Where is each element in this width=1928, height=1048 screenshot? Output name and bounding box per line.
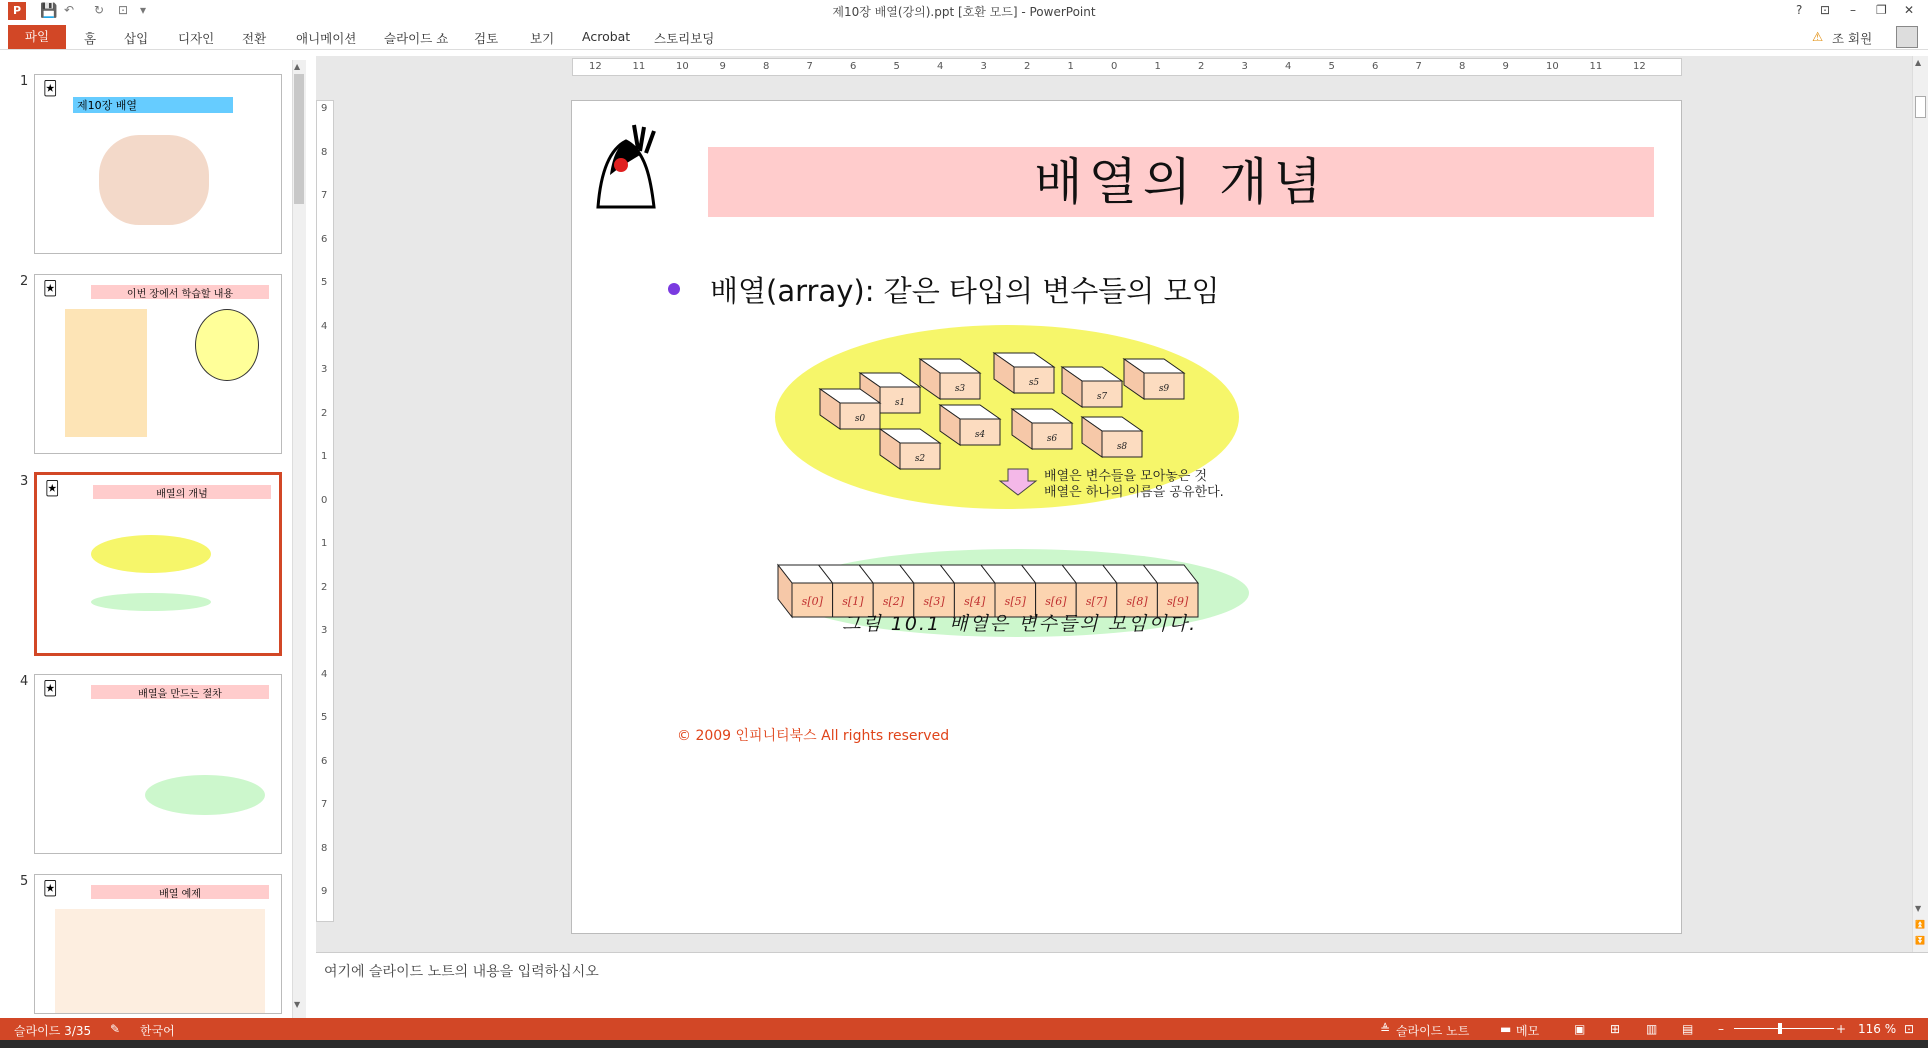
ruler-tick-label: 9 [1502, 61, 1509, 72]
tab-insert[interactable]: 삽입 [124, 31, 149, 46]
box-label: s4 [974, 430, 986, 440]
ribbon-tabs [0, 24, 1928, 50]
box-label: s6 [1046, 434, 1058, 444]
ruler-tick-label: 1 [321, 538, 328, 549]
code-box [55, 909, 265, 1013]
ruler-tick-label: 12 [1633, 61, 1646, 72]
ruler-tick-label: 12 [589, 61, 602, 72]
ruler-tick-label: 9 [321, 103, 328, 114]
ruler-tick-label: 9 [321, 886, 328, 897]
tab-storyboarding[interactable]: 스토리보딩 [654, 31, 715, 46]
ruler-tick-label: 0 [1111, 61, 1118, 72]
slideshow-icon[interactable]: ▤ [1682, 1022, 1694, 1036]
ruler-tick-label: 3 [980, 61, 987, 72]
bullet-icon [668, 283, 680, 295]
tab-file[interactable]: 파일 [8, 25, 66, 49]
ruler-tick-label: 5 [1328, 61, 1335, 72]
ruler-tick-label: 10 [676, 61, 689, 72]
close-button[interactable]: ✕ [1904, 3, 1915, 17]
ruler-tick-label: 8 [321, 146, 328, 158]
minimize-button[interactable]: – [1850, 3, 1856, 17]
ruler-tick-label: 7 [321, 799, 328, 810]
next-slide-icon[interactable]: ⏬ [1915, 936, 1925, 945]
scroll-thumb[interactable] [1915, 96, 1926, 118]
thumbnail-title: 제10장 배열 [73, 97, 233, 113]
array-cell-label: s[3] [923, 595, 945, 608]
speech-bubble [195, 309, 259, 381]
duke-icon: 🃏 [43, 81, 58, 97]
ruler-tick-label: 7 [806, 61, 813, 72]
ruler-tick-label: 7 [321, 190, 328, 201]
thumbnail-title: 배열 예제 [91, 885, 269, 899]
comments-button[interactable]: 메모 [1516, 1024, 1540, 1038]
spell-check-icon[interactable]: ✎ [110, 1022, 121, 1036]
notepad-illustration [65, 309, 147, 437]
thumbnail-green-ellipse [91, 593, 211, 611]
ruler-tick-label: 1 [1154, 61, 1161, 72]
horizontal-ruler [572, 58, 1682, 76]
tab-acrobat[interactable]: Acrobat [582, 29, 631, 44]
comments-icon[interactable]: ▬ [1500, 1022, 1512, 1036]
tab-view[interactable]: 보기 [530, 31, 555, 46]
notes-button[interactable]: 슬라이드 노트 [1396, 1024, 1470, 1038]
thumbnail-title: 배열의 개념 [93, 485, 271, 499]
arrow-annotation [1044, 469, 1224, 501]
ruler-tick-label: 0 [321, 494, 328, 506]
ruler-tick-label: 2 [321, 407, 328, 419]
zoom-slider[interactable] [1734, 1028, 1834, 1029]
array-cell-label: s[0] [801, 595, 823, 608]
thumbnail-slide-1[interactable] [34, 74, 282, 254]
thumbnail-yellow-ellipse [91, 535, 211, 573]
ruler-tick-label: 4 [321, 668, 328, 680]
ruler-tick-label: 2 [321, 581, 328, 593]
box-label: s3 [954, 384, 966, 394]
ruler-tick-label: 11 [1589, 61, 1603, 72]
array-cell-label: s[9] [1167, 595, 1189, 608]
scroll-down-icon[interactable]: ▼ [294, 1000, 301, 1009]
ruler-tick-label: 2 [1198, 61, 1205, 72]
array-cell-label: s[5] [1004, 595, 1026, 608]
duke-icon: 🃏 [45, 481, 60, 497]
slide-title[interactable]: 배열의 개념 [708, 147, 1654, 217]
ruler-tick-label: 5 [321, 277, 328, 288]
array-cell-label: s[6] [1045, 595, 1067, 608]
tab-review[interactable]: 검토 [474, 31, 499, 46]
previous-slide-icon[interactable]: ⏫ [1915, 920, 1925, 929]
status-bar [0, 1018, 1928, 1040]
zoom-in-button[interactable]: + [1836, 1022, 1847, 1036]
annotation-line-2: 배열은 하나의 이름을 공유한다. [1044, 485, 1224, 500]
ruler-tick-label: 10 [1546, 61, 1559, 72]
notes-icon[interactable]: ≜ [1380, 1022, 1391, 1036]
reading-view-icon[interactable]: ▥ [1646, 1022, 1658, 1036]
ruler-tick-label: 4 [937, 61, 944, 72]
thumbnail-scrollbar[interactable] [292, 60, 306, 1018]
annotation-line-1: 배열은 변수들을 모아놓은 것 [1044, 469, 1208, 484]
array-cell-label: s[1] [842, 595, 864, 608]
ruler-tick-label: 4 [321, 320, 328, 332]
box-label: s7 [1096, 392, 1108, 402]
slide-3[interactable] [571, 100, 1682, 934]
warning-icon: ⚠ [1812, 29, 1824, 44]
duke-icon: 🃏 [43, 281, 58, 297]
ruler-tick-label: 6 [1372, 61, 1379, 72]
zoom-out-button[interactable]: – [1718, 1022, 1724, 1036]
box-label: s9 [1158, 384, 1170, 394]
thumbnail-number: 2 [20, 274, 29, 289]
zoom-level[interactable]: 116 % [1858, 1022, 1897, 1036]
thumbnail-green-ellipse [145, 775, 265, 815]
tab-transitions[interactable]: 전환 [242, 31, 267, 46]
taskbar-strip [0, 1040, 1928, 1048]
ruler-tick-label: 6 [850, 61, 857, 72]
ruler-tick-label: 1 [1067, 61, 1074, 72]
duke-icon: 🃏 [43, 881, 58, 897]
help-button[interactable]: ? [1796, 3, 1803, 17]
window-title: 제10장 배열(강의).ppt [호환 모드] - PowerPoint [832, 5, 1096, 19]
thumbnail-number: 3 [20, 474, 29, 489]
ruler-tick-label: 9 [719, 61, 726, 72]
down-arrow-icon [996, 467, 1040, 497]
copyright-text[interactable]: © 2009 인피니티북스 All rights reserved [677, 728, 950, 744]
editor-scrollbar[interactable] [1912, 56, 1928, 952]
box-label: s5 [1028, 378, 1040, 388]
ruler-tick-label: 5 [893, 61, 900, 72]
ruler-tick-label: 3 [1241, 61, 1248, 72]
box-label: s1 [894, 398, 906, 408]
ruler-tick-label: 3 [321, 364, 328, 375]
scroll-up-icon[interactable]: ▲ [294, 62, 301, 71]
redo-icon[interactable]: ↻ [94, 3, 105, 17]
slide-sorter-icon[interactable]: ⊞ [1610, 1022, 1621, 1036]
zoom-slider-thumb[interactable] [1778, 1023, 1782, 1034]
slide-thumbnail-pane [8, 56, 308, 1014]
ruler-tick-label: 6 [321, 233, 328, 245]
box-label: s2 [914, 454, 926, 464]
ruler-tick-label: 8 [1459, 61, 1466, 72]
scroll-thumb[interactable] [294, 74, 304, 204]
tab-animations[interactable]: 애니메이션 [296, 31, 357, 46]
bullet-text[interactable]: 배열(array): 같은 타입의 변수들의 모임 [710, 274, 1220, 308]
thumbnail-slide-4[interactable] [34, 674, 282, 854]
array-cell-label: s[2] [882, 595, 905, 608]
avatar[interactable] [1896, 26, 1918, 48]
powerpoint-logo-icon: P [8, 2, 26, 20]
notes-pane[interactable] [316, 952, 1928, 1018]
box-label: s8 [1116, 442, 1128, 452]
ruler-tick-label: 7 [1415, 61, 1422, 72]
title-bar [0, 0, 1928, 24]
user-name[interactable]: 조 회원 [1832, 31, 1873, 46]
ruler-tick-label: 5 [321, 712, 328, 723]
fit-to-window-icon[interactable]: ⊡ [1904, 1022, 1915, 1036]
ruler-tick-label: 8 [321, 842, 328, 854]
ribbon-display-options-icon[interactable]: ⊡ [1820, 3, 1831, 17]
ruler-tick-label: 11 [632, 61, 646, 72]
array-cell-label: s[8] [1126, 595, 1148, 608]
thumbnail-title: 이번 장에서 학습할 내용 [91, 285, 269, 299]
people-illustration [99, 135, 209, 225]
ruler-tick-label: 4 [1285, 61, 1292, 72]
ruler-tick-label: 2 [1024, 61, 1031, 72]
thumbnail-slide-3[interactable] [34, 472, 282, 656]
thumbnail-number: 4 [20, 674, 29, 689]
scroll-up-icon[interactable]: ▲ [1915, 58, 1922, 67]
array-cell-label: s[4] [964, 595, 986, 608]
thumbnail-number: 5 [20, 874, 29, 889]
thumbnail-number: 1 [20, 74, 29, 89]
box-label: s0 [854, 414, 866, 424]
customize-toolbar-icon[interactable]: ▾ [140, 3, 147, 17]
duke-icon: 🃏 [43, 681, 58, 697]
ruler-tick-label: 6 [321, 755, 328, 767]
ruler-tick-label: 3 [321, 625, 328, 636]
ruler-tick-label: 1 [321, 451, 328, 462]
array-cell-label: s[7] [1085, 595, 1108, 608]
undo-icon[interactable]: ↶ [64, 3, 75, 17]
save-icon[interactable]: 💾 [40, 3, 58, 19]
thumbnail-slide-5[interactable] [34, 874, 282, 1014]
normal-view-icon[interactable]: ▣ [1574, 1022, 1586, 1036]
thumbnail-slide-2[interactable] [34, 274, 282, 454]
restore-button[interactable]: ❐ [1876, 3, 1887, 17]
start-from-beginning-icon[interactable]: ⊡ [118, 3, 129, 17]
ruler-tick-label: 8 [763, 61, 770, 72]
figure-caption[interactable]: 그림 10.1 배열은 변수들의 모임이다. [842, 613, 1198, 635]
language-indicator[interactable]: 한국어 [140, 1024, 175, 1038]
duke-mascot-icon [596, 121, 656, 211]
vertical-ruler [316, 100, 334, 922]
slide-indicator[interactable]: 슬라이드 3/35 [14, 1024, 92, 1038]
scroll-down-icon[interactable]: ▼ [1915, 904, 1922, 913]
tab-home[interactable]: 홈 [84, 31, 97, 46]
thumbnail-title: 배열을 만드는 절차 [91, 685, 269, 699]
tab-slideshow[interactable]: 슬라이드 쇼 [384, 31, 449, 46]
tab-design[interactable]: 디자인 [178, 31, 215, 46]
notes-placeholder[interactable]: 여기에 슬라이드 노트의 내용을 입력하십시오 [324, 964, 599, 980]
